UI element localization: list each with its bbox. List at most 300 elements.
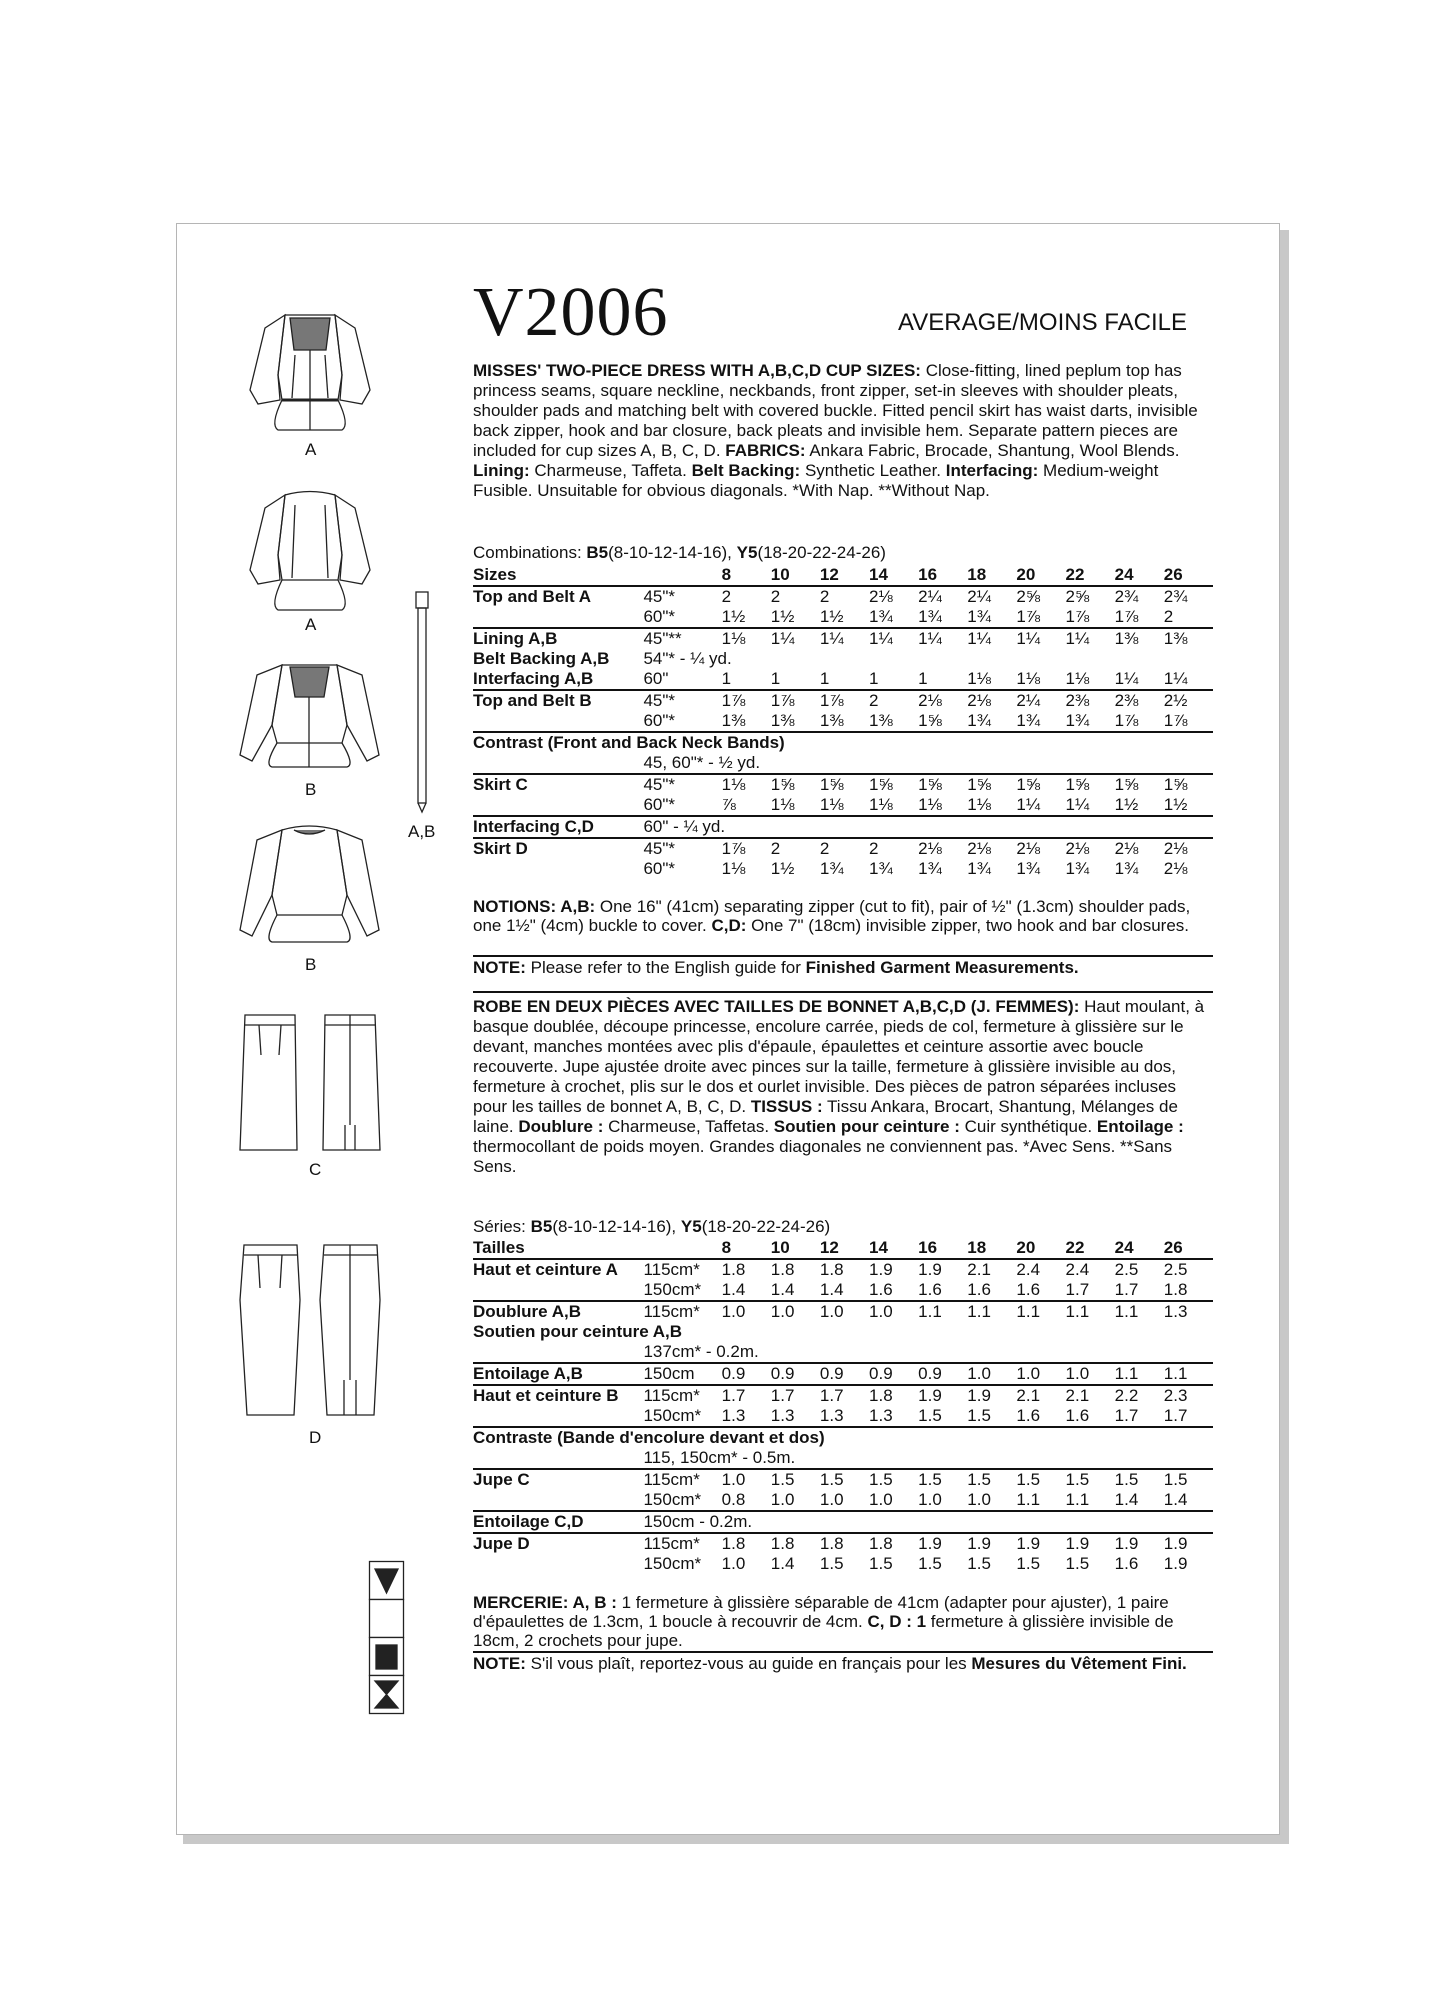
yardage-value: 1¼ — [1065, 795, 1090, 814]
yardage-value: 1.5 — [967, 1406, 991, 1425]
yardage-value: 1.5 — [771, 1469, 820, 1490]
yardage-value: 1⅛ — [967, 669, 991, 688]
table-row — [473, 795, 1213, 816]
table-row — [473, 586, 1213, 607]
yardage-value: 1.9 — [1066, 1533, 1115, 1554]
row-label — [473, 1406, 643, 1427]
row-label: Soutien pour ceinture A,B — [473, 1322, 683, 1341]
header-label: Sizes — [473, 565, 517, 584]
row-width: 54"* - ¼ yd. — [643, 649, 732, 668]
yardage-value: 1⅛ — [1016, 669, 1041, 688]
yardage-value: 1.1 — [1164, 1363, 1213, 1385]
yardage-value: 2⅛ — [918, 838, 967, 859]
yardage-value: 1.0 — [1066, 1363, 1115, 1385]
yardage-value: 1.8 — [1163, 1280, 1188, 1299]
size-header: 12 — [819, 565, 839, 584]
yardage-value: 1.1 — [1066, 1301, 1115, 1322]
yardage-value: 1.6 — [1065, 1406, 1090, 1425]
yardage-value: 2.1 — [1016, 1385, 1065, 1406]
view-label-a2: A — [305, 615, 317, 634]
table-row — [473, 732, 1213, 753]
yardage-value: 1⅝ — [1115, 774, 1164, 795]
yardage-value: 1.0 — [771, 1301, 820, 1322]
yardage-value: 1.7 — [722, 1385, 771, 1406]
row-label: Jupe D — [473, 1533, 643, 1554]
yardage-value: 1⅛ — [722, 628, 771, 649]
yardage-value: 1.4 — [770, 1280, 795, 1299]
row-label — [473, 1342, 643, 1363]
yardage-value: 1¼ — [918, 628, 967, 649]
yardage-value: 1⅞ — [722, 838, 771, 859]
row-label: Jupe C — [473, 1469, 643, 1490]
yardage-value: 1.0 — [869, 1301, 918, 1322]
row-label — [473, 1554, 643, 1574]
table-row — [473, 1448, 1213, 1469]
yardage-value: 1.4 — [1163, 1490, 1188, 1509]
yardage-value: 1¾ — [918, 859, 942, 878]
row-width: 45"** — [643, 628, 721, 649]
row-label: Entoilage C,D — [473, 1511, 643, 1533]
table-row — [473, 690, 1213, 711]
view-label-b2: B — [305, 955, 317, 974]
view-label-b1: B — [305, 780, 317, 799]
table-row — [473, 1511, 1213, 1533]
yardage-value: 1.9 — [1016, 1533, 1065, 1554]
header-label: Tailles — [473, 1238, 525, 1257]
yardage-value: 1.8 — [820, 1259, 869, 1280]
english-description: MISSES' TWO-PIECE DRESS WITH A,B,C,D CUP SIZES: Close-fitting, lined peplum top has princess seams, square neckline, neckbands, front zipper, set-in sleeves with shoulder pleats, shoulder pads and matching belt with covered buckle. Fitted pencil skirt has waist darts, invisible back zipper, hook and bar closure, back pleats and invisible hem. Separate pattern pieces are included for cup sizes A, B, C, D. FABRICS: Ankara Fabric, Brocade, Shantung, Wool Blends. Lining: Charmeuse, Taffeta. Belt Backing: Synthetic Leather. Interfacing: Medium-weight Fusible. Unsuitable for obvious diagonals. *With Nap. **Without Nap. — [473, 361, 1198, 500]
row-label — [473, 1280, 643, 1301]
yardage-value: 1.5 — [1115, 1469, 1164, 1490]
yardage-value: 1.3 — [770, 1406, 795, 1425]
row-label: Lining A,B — [473, 628, 643, 649]
table-row — [473, 1322, 1213, 1342]
yardage-value: 1.5 — [1066, 1469, 1115, 1490]
yardage-value: 0.9 — [918, 1363, 967, 1385]
yardage-value: 1.4 — [819, 1280, 844, 1299]
yardage-value: 1⅝ — [1164, 774, 1213, 795]
size-header: 14 — [869, 1238, 888, 1257]
table-row — [473, 1280, 1213, 1301]
row-width: 150cm* — [643, 1406, 702, 1425]
yardage-value: 1 — [721, 669, 732, 688]
header-spacer — [643, 1238, 721, 1259]
yardage-value: 1 — [869, 669, 879, 688]
yardage-value: 1.9 — [918, 1533, 967, 1554]
yardage-value: 2 — [771, 838, 820, 859]
yardage-value: 2⅛ — [967, 838, 1016, 859]
yardage-value: 1⅛ — [770, 795, 795, 814]
yardage-value: 1½ — [770, 607, 795, 626]
table-row — [473, 753, 1213, 774]
yardage-value: 1.1 — [967, 1301, 1016, 1322]
yardage-value: 1⅞ — [1065, 607, 1090, 626]
yardage-value: 1⅜ — [1115, 628, 1164, 649]
french-series: Séries: B5(8-10-12-14-16), Y5(18-20-22-24-26) — [473, 1217, 831, 1236]
row-width: 60"* — [643, 711, 676, 730]
yardage-value: 1.1 — [1065, 1490, 1090, 1509]
row-label — [473, 1448, 643, 1469]
yardage-value: 2.4 — [1016, 1259, 1065, 1280]
yardage-value: ⅞ — [721, 795, 736, 814]
yardage-value: 1.1 — [1115, 1363, 1164, 1385]
size-header: 18 — [967, 565, 987, 584]
yardage-value: 1⅝ — [1066, 774, 1115, 795]
table-row — [473, 1490, 1213, 1511]
yardage-value: 1.8 — [771, 1533, 820, 1554]
yardage-value: 2¼ — [918, 586, 967, 607]
difficulty-label: AVERAGE/MOINS FACILE — [898, 309, 1187, 336]
yardage-value: 2⅝ — [1016, 586, 1065, 607]
yardage-value: 1.0 — [819, 1490, 844, 1509]
table-row — [473, 1259, 1213, 1280]
yardage-value: 1¾ — [869, 607, 893, 626]
yardage-value: 1¼ — [1114, 669, 1139, 688]
row-width: 45"* — [643, 586, 721, 607]
symbol-key — [369, 1561, 405, 1716]
yardage-value: 1.6 — [1114, 1554, 1139, 1573]
french-description: ROBE EN DEUX PIÈCES AVEC TAILLES DE BONNET A,B,C,D (J. FEMMES): Haut moulant, à basque doublée, découpe princesse, encolure carrée, pieds de col, fermeture à glissière sur le devant, manches montées avec plis d'épaule, épaulettes et ceinture assortie avec boucle recouverte. Jupe ajustée droite avec pinces sur la taille, fermeture à glissière invisible au dos, fermeture à crochet, plis sur le dos et ourlet invisible. Des pièces de patron séparées incluses pour les tailles de bonnet A, B, C, D. TISSUS : Tissu Ankara, Brocart, Shantung, Mélanges de laine. Doublure : Charmeuse, Taffetas. Soutien pour ceinture : Cuir synthétique. Entoilage : thermocollant de poids moyen. Grandes diagonales ne conviennent pas. *Avec Sens. **Sans Sens. — [473, 997, 1205, 1176]
yardage-value: 1⅝ — [869, 774, 918, 795]
yardage-value: 2⅛ — [1115, 838, 1164, 859]
yardage-value: 2.5 — [1164, 1259, 1213, 1280]
yardage-value: 1⅞ — [820, 690, 869, 711]
yardage-value: 2.1 — [967, 1259, 1016, 1280]
view-label-a1: A — [305, 440, 317, 459]
yardage-value: 1.9 — [869, 1259, 918, 1280]
yardage-value: 2¾ — [1164, 586, 1213, 607]
yardage-value: 1 — [770, 669, 781, 688]
belt-drawing — [412, 590, 432, 815]
yardage-value: 1⅛ — [721, 859, 746, 878]
yardage-value: 2 — [820, 838, 869, 859]
table-row — [473, 1554, 1213, 1574]
table-row — [473, 1385, 1213, 1406]
yardage-value: 0.9 — [869, 1363, 918, 1385]
row-label — [473, 711, 643, 732]
yardage-value: 1.3 — [819, 1406, 844, 1425]
yardage-value: 1.7 — [1065, 1280, 1090, 1299]
view-a-back-drawing — [240, 480, 380, 615]
yardage-value: 1.6 — [869, 1280, 893, 1299]
french-note: NOTE: S'il vous plaît, reportez-vous au guide en français pour les Mesures du Vêtement Fini. — [473, 1654, 1187, 1673]
yardage-value: 1¾ — [1065, 711, 1090, 730]
yardage-value: 2⅛ — [918, 690, 967, 711]
yardage-value: 1¼ — [967, 628, 1016, 649]
yardage-value: 1.0 — [770, 1490, 795, 1509]
yardage-value: 1⅛ — [967, 795, 991, 814]
yardage-value: 1.8 — [820, 1533, 869, 1554]
yardage-value: 1⅛ — [722, 774, 771, 795]
yardage-value: 1.3 — [721, 1406, 746, 1425]
yardage-value: 1⅝ — [1016, 774, 1065, 795]
table-header-row — [473, 1238, 1213, 1259]
table-row — [473, 1427, 1213, 1448]
yardage-value: 1⅞ — [1114, 607, 1139, 626]
french-notions: MERCERIE: A, B : 1 fermeture à glissière séparable de 41cm (adapter pour ajuster), 1 paire d'épaulettes de 1.3cm, 1 boucle à recouvrir de 4cm. C, D : 1 fermeture à glissière invisible de 18cm, 2 crochets pour jupe. — [473, 1593, 1174, 1650]
yardage-value: 1.7 — [1163, 1406, 1188, 1425]
view-c-skirt-drawing — [235, 1010, 385, 1155]
row-label: Skirt D — [473, 838, 643, 859]
yardage-value: 1⅝ — [820, 774, 869, 795]
english-note: NOTE: Please refer to the English guide for Finished Garment Measurements. — [473, 958, 1079, 977]
rule — [473, 991, 1213, 993]
yardage-value: 2⅛ — [869, 586, 918, 607]
yardage-value: 1.5 — [819, 1554, 844, 1573]
row-width: 115, 150cm* - 0.5m. — [643, 1448, 796, 1467]
french-yardage-table — [473, 1238, 1213, 1574]
size-header: 24 — [1114, 565, 1134, 584]
rule — [473, 1651, 1213, 1653]
yardage-value: 2¼ — [967, 586, 1016, 607]
view-label-d: D — [309, 1428, 322, 1447]
row-label: Interfacing A,B — [473, 669, 594, 688]
row-width: 60" - ¼ yd. — [643, 816, 1213, 838]
yardage-value: 1⅝ — [918, 711, 942, 730]
yardage-value: 1¼ — [1163, 669, 1188, 688]
yardage-value: 1⅜ — [819, 711, 844, 730]
row-label: Entoilage A,B — [473, 1363, 643, 1385]
row-width: 150cm — [643, 1363, 721, 1385]
table-row — [473, 1363, 1213, 1385]
yardage-value: 1.7 — [771, 1385, 820, 1406]
pattern-number: V2006 — [473, 274, 669, 351]
yardage-value: 1.5 — [1016, 1554, 1041, 1573]
yardage-value: 1.5 — [918, 1469, 967, 1490]
size-header: 22 — [1065, 565, 1085, 584]
yardage-value: 1⅜ — [770, 711, 795, 730]
yardage-value: 2.3 — [1164, 1385, 1213, 1406]
yardage-value: 2 — [869, 690, 918, 711]
yardage-value: 1¾ — [918, 607, 942, 626]
yardage-value: 1.4 — [1114, 1490, 1139, 1509]
row-label: Haut et ceinture B — [473, 1385, 643, 1406]
yardage-value: 1¾ — [1114, 859, 1139, 878]
yardage-value: 1.6 — [967, 1280, 991, 1299]
table-row — [473, 1342, 1213, 1363]
yardage-value: 1.9 — [1115, 1533, 1164, 1554]
yardage-value: 1¼ — [869, 628, 918, 649]
yardage-value: 1.5 — [967, 1469, 1016, 1490]
yardage-value: 2⅝ — [1066, 586, 1115, 607]
yardage-value: 0.9 — [722, 1363, 771, 1385]
row-width: 45, 60"* - ½ yd. — [643, 753, 761, 772]
yardage-value: 1¾ — [967, 607, 991, 626]
row-width: 150cm - 0.2m. — [643, 1511, 1213, 1533]
row-width: 115cm* — [643, 1301, 721, 1322]
row-label: Doublure A,B — [473, 1301, 643, 1322]
yardage-value: 0.8 — [721, 1490, 746, 1509]
yardage-value: 2½ — [1164, 690, 1213, 711]
yardage-value: 2⅜ — [1066, 690, 1115, 711]
yardage-value: 1.0 — [722, 1301, 771, 1322]
view-b-front-drawing — [232, 655, 387, 770]
row-label: Belt Backing A,B — [473, 649, 610, 668]
table-row — [473, 838, 1213, 859]
yardage-value: 1¾ — [967, 859, 991, 878]
yardage-value: 1⅝ — [771, 774, 820, 795]
table-row — [473, 711, 1213, 732]
yardage-value: 1.1 — [918, 1301, 967, 1322]
yardage-value: 1.5 — [1016, 1469, 1065, 1490]
yardage-value: 1.0 — [1016, 1363, 1065, 1385]
row-label — [473, 859, 643, 879]
row-label — [473, 607, 643, 628]
size-header: 18 — [967, 1238, 987, 1257]
yardage-value: 1.0 — [869, 1490, 893, 1509]
row-label: Contrast (Front and Back Neck Bands) — [473, 732, 1213, 753]
yardage-value: 1.7 — [1114, 1280, 1139, 1299]
yardage-value: 1.0 — [918, 1490, 942, 1509]
yardage-value: 1.5 — [918, 1554, 942, 1573]
yardage-value: 1⅜ — [869, 711, 893, 730]
yardage-value: 2⅛ — [1016, 838, 1065, 859]
size-header: 20 — [1016, 1238, 1036, 1257]
size-header: 10 — [770, 1238, 790, 1257]
yardage-value: 1⅜ — [721, 711, 746, 730]
row-width: 60"* — [643, 859, 676, 878]
rule — [473, 955, 1213, 957]
size-header: 16 — [918, 1238, 938, 1257]
row-width: 150cm* — [643, 1490, 702, 1509]
table-header-row — [473, 565, 1213, 586]
yardage-value: 2¾ — [1115, 586, 1164, 607]
table-row — [473, 607, 1213, 628]
yardage-value: 1¾ — [1016, 711, 1041, 730]
yardage-value: 1.9 — [967, 1385, 1016, 1406]
yardage-value: 1.4 — [770, 1554, 795, 1573]
table-row — [473, 649, 1213, 669]
yardage-value: 1¼ — [1066, 628, 1115, 649]
yardage-value: 1.1 — [1016, 1301, 1065, 1322]
yardage-value: 2.5 — [1115, 1259, 1164, 1280]
row-width: 115cm* — [643, 1469, 721, 1490]
row-label: Contraste (Bande d'encolure devant et dos) — [473, 1427, 1213, 1448]
yardage-value: 1.7 — [1114, 1406, 1139, 1425]
yardage-value: 1.0 — [722, 1469, 771, 1490]
view-a-front-drawing — [240, 300, 380, 435]
row-width: 150cm* — [643, 1280, 702, 1299]
yardage-value: 1.9 — [918, 1259, 967, 1280]
yardage-value: 1.6 — [1016, 1406, 1041, 1425]
size-header: 10 — [770, 565, 790, 584]
yardage-value: 2 — [771, 586, 820, 607]
yardage-value: 1¼ — [1016, 795, 1041, 814]
yardage-value: 0.9 — [771, 1363, 820, 1385]
yardage-value: 1¾ — [1065, 859, 1090, 878]
yardage-value: 2⅜ — [1115, 690, 1164, 711]
yardage-value: 1⅛ — [918, 795, 942, 814]
table-row — [473, 1406, 1213, 1427]
header-spacer — [643, 565, 721, 586]
yardage-value: 1⅜ — [1164, 628, 1213, 649]
yardage-value: 1 — [819, 669, 830, 688]
yardage-value: 1.0 — [967, 1490, 991, 1509]
yardage-value: 1.5 — [1164, 1469, 1213, 1490]
size-header: 14 — [869, 565, 888, 584]
table-row — [473, 1301, 1213, 1322]
yardage-value: 1.5 — [1065, 1554, 1090, 1573]
row-width: 137cm* - 0.2m. — [643, 1342, 759, 1361]
yardage-value: 1¾ — [967, 711, 991, 730]
yardage-value: 1.3 — [869, 1406, 893, 1425]
view-label-belt: A,B — [408, 822, 436, 841]
yardage-value: 1.3 — [1164, 1301, 1213, 1322]
yardage-value: 1½ — [770, 859, 795, 878]
yardage-value: 1.8 — [722, 1533, 771, 1554]
row-label: Haut et ceinture A — [473, 1259, 643, 1280]
yardage-value: 1¾ — [869, 859, 893, 878]
yardage-value: 1.5 — [820, 1469, 869, 1490]
yardage-value: 1⅞ — [771, 690, 820, 711]
yardage-value: 1½ — [819, 607, 844, 626]
yardage-value: 0.9 — [820, 1363, 869, 1385]
yardage-value: 2⅛ — [1163, 859, 1188, 878]
size-header: 24 — [1114, 1238, 1134, 1257]
yardage-value: 1.8 — [771, 1259, 820, 1280]
yardage-value: 1.8 — [869, 1385, 918, 1406]
yardage-value: 1.6 — [918, 1280, 942, 1299]
yardage-value: 2.1 — [1066, 1385, 1115, 1406]
yardage-value: 1.8 — [722, 1259, 771, 1280]
yardage-value: 1.0 — [967, 1363, 1016, 1385]
yardage-value: 1.6 — [1016, 1280, 1041, 1299]
yardage-value: 1⅝ — [918, 774, 967, 795]
table-row — [473, 774, 1213, 795]
row-width: 60"* — [643, 607, 676, 626]
yardage-value: 1.4 — [721, 1280, 746, 1299]
yardage-value: 2 — [820, 586, 869, 607]
row-width: 60"* — [643, 795, 676, 814]
size-header: 26 — [1163, 1238, 1183, 1257]
row-label — [473, 795, 643, 816]
yardage-value: 1¾ — [819, 859, 844, 878]
yardage-value: 1.9 — [1164, 1533, 1213, 1554]
yardage-value: 1.5 — [869, 1554, 893, 1573]
table-row — [473, 1533, 1213, 1554]
yardage-value: 2 — [869, 838, 918, 859]
row-width: 115cm* — [643, 1385, 721, 1406]
row-width: 150cm* — [643, 1554, 702, 1573]
english-yardage-table — [473, 565, 1213, 879]
yardage-value: 1⅞ — [1114, 711, 1139, 730]
row-width: 45"* — [643, 774, 721, 795]
row-label — [473, 1490, 643, 1511]
row-label: Interfacing C,D — [473, 816, 643, 838]
yardage-value: 2⅛ — [1164, 838, 1213, 859]
yardage-value: 1⅛ — [869, 795, 893, 814]
yardage-value: 2¼ — [1016, 690, 1065, 711]
yardage-value: 1⅞ — [1016, 607, 1041, 626]
yardage-value: 2⅛ — [967, 690, 1016, 711]
yardage-value: 1¼ — [771, 628, 820, 649]
yardage-value: 1.9 — [918, 1385, 967, 1406]
yardage-value: 1¼ — [820, 628, 869, 649]
yardage-value: 1⅛ — [819, 795, 844, 814]
yardage-value: 1⅞ — [722, 690, 771, 711]
row-label — [473, 753, 643, 774]
size-header: 26 — [1163, 565, 1183, 584]
row-width: 45"* — [643, 838, 721, 859]
row-width: 115cm* — [643, 1533, 721, 1554]
yardage-value: 1.5 — [967, 1554, 991, 1573]
table-row — [473, 816, 1213, 838]
view-d-skirt-drawing — [232, 1240, 387, 1420]
yardage-value: 1.9 — [1163, 1554, 1188, 1573]
yardage-value: 2⅛ — [1066, 838, 1115, 859]
yardage-value: 2 — [722, 586, 771, 607]
yardage-value: 1.8 — [869, 1533, 918, 1554]
